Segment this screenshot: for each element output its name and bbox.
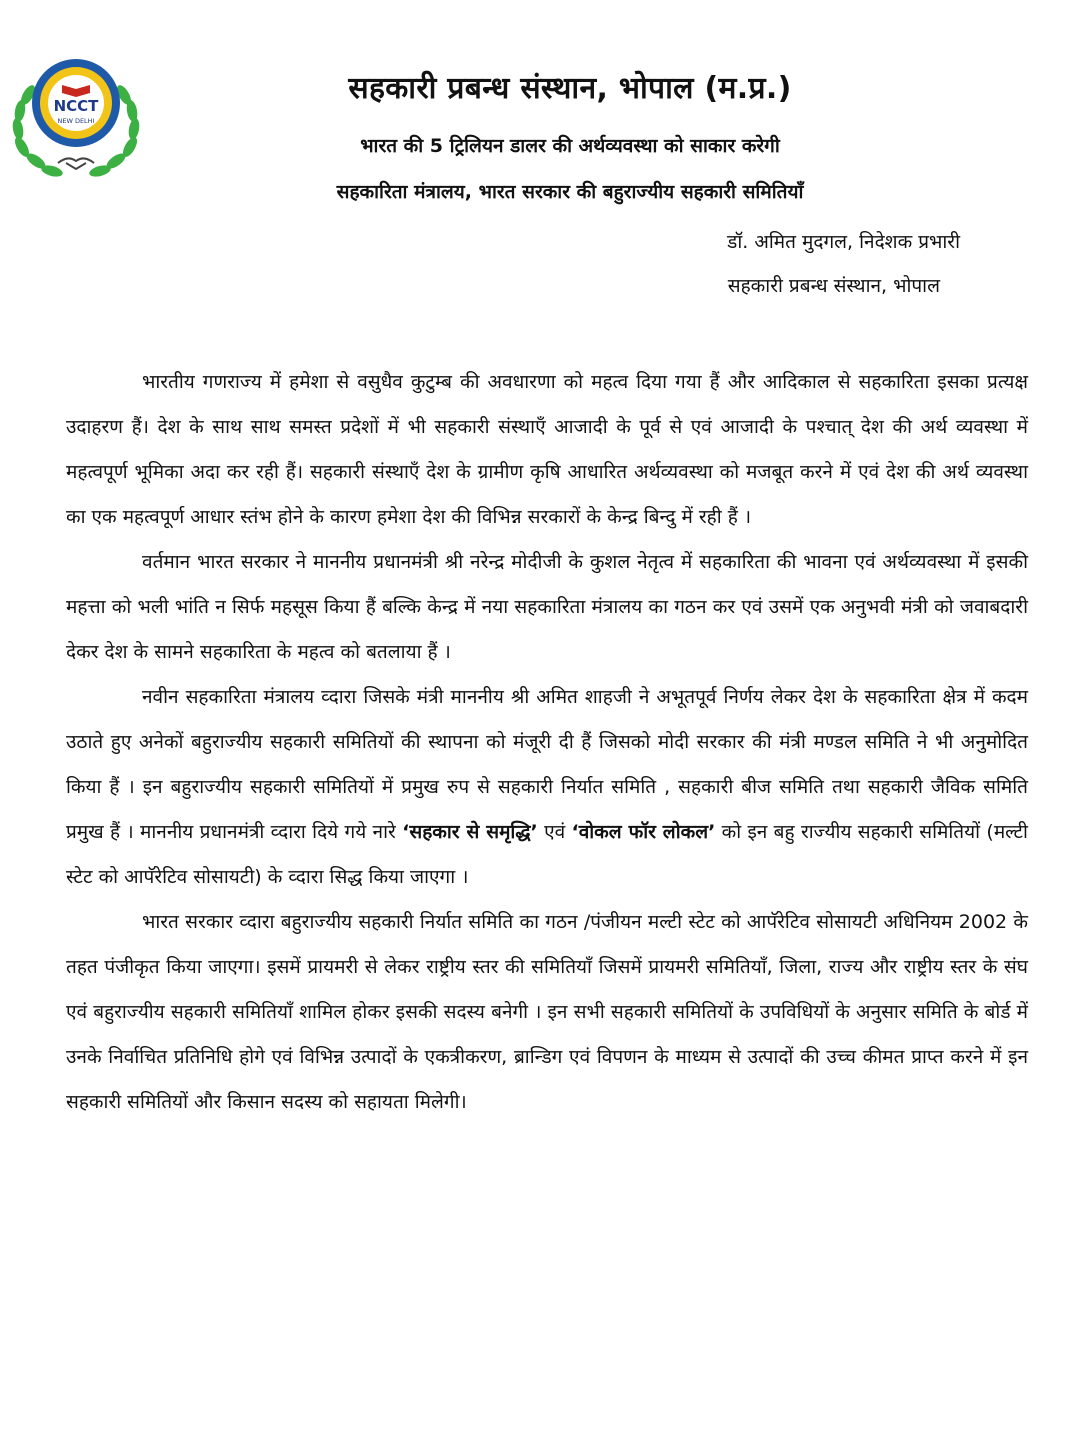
author-organization: सहकारी प्रबन्ध संस्थान, भोपाल [727, 275, 940, 297]
logo-main-text: NCCT [53, 97, 99, 115]
page-title: सहकारी प्रबन्ध संस्थान, भोपाल (म.प्र.) [348, 71, 792, 106]
article-body [66, 360, 1028, 1125]
slogan-sahkar-se-samriddhi: ‘सहकार से समृद्धि’ [402, 821, 538, 843]
paragraph-4: भारत सरकार व्दारा बहुराज्यीय सहकारी निर्यात समिति का गठन /पंजीयन मल्टी स्टेट को आपॅरेटिव सोसायटी अधिनियम 2002 के तहत पंजीकृत किया जाएगा। इसमें प्रायमरी से लेकर राष्ट्रीय स्तर की समितियॉं जिसमें प्रायमरी समितियॉं, जिला, राज्य और राष्ट्रीय स्तर के संघ एवं बहुराज्यीय सहकारी समितियॉं शामिल होकर इसकी सदस्य बनेगी । इन सभी सहकारी समितियों के उपविधियों के अनुसार समिति के बोर्ड में उनके निर्वाचित प्रतिनिधि होगे एवं विभिन्न उत्पादों के एकत्रीकरण, ब्रान्डिग एवं विपणन के माध्यम से उत्पादों की उच्च कीमत प्राप्त करने में इन सहकारी समितियों और किसान सदस्य को सहायता मिलेगी। [66, 911, 1028, 1113]
paragraph-3-text-b: एवं [544, 821, 566, 843]
paragraph-3-text-c: को इन बहु राज्यीय सहकारी समितियों (मल्टी स्टेट को आपॅरेटिव सोसायटी) के व्दारा सिद्ध किया जाएगा । [66, 821, 1028, 888]
paragraph-2: वर्तमान भारत सरकार ने माननीय प्रधानमंत्री श्री नरेन्द्र मोदीजी के कुशल नेतृत्व में सहकारिता की भावना एवं अर्थव्यवस्था में इसकी महत्ता को भली भांति न सिर्फ महसूस किया हैं बल्कि केन्द्र में नया सहकारिता मंत्रालय का गठन कर एवं उसमें एक अनुभवी मंत्री को जवाबदारी देकर देश के सामने सहकारिता के महत्व को बतलाया हैं । [66, 551, 1028, 663]
paragraph-3-text-a: नवीन सहकारिता मंत्रालय व्दारा जिसके मंत्री माननीय श्री अमित शाहजी ने अभूतपूर्व निर्णय लेकर देश के सहकारिता क्षेत्र में कदम उठाते हुए अनेकों बहुराज्यीय सहकारी समितियों की स्थापना को मंजूरी दी हैं जिसको मोदी सरकार की मंत्री मण्डल समिति ने भी अनुमोदित किया हैं । इन बहुराज्यीय सहकारी समितियों में प्रमुख रुप से सहकारी निर्यात समिति , सहकारी बीज समिति तथा सहकारी जैविक समिति प्रमुख हैं । माननीय प्रधानमंत्री व्दारा दिये गये नारे [66, 686, 1028, 843]
paragraph-1: भारतीय गणराज्य में हमेशा से वसुधैव कुटुम्ब की अवधारणा को महत्व दिया गया हैं और आदिकाल से सहकारिता इसका प्रत्यक्ष उदाहरण हैं। देश के साथ साथ समस्त प्रदेशों में भी सहकारी संस्थाएँ आजादी के पूर्व से एवं आजादी के पश्चात् देश की अर्थ व्यवस्था में महत्वपूर्ण भूमिका अदा कर रही हैं। सहकारी संस्थाएँ देश के ग्रामीण कृषि आधारित अर्थव्यवस्था को मजबूत करने में एवं देश की अर्थ व्यवस्था का एक महत्वपूर्ण आधार स्तंभ होने के कारण हमेशा देश की विभिन्न सरकारों के केन्द्र बिन्दु में रही हैं । [66, 371, 1028, 528]
author-name: डॉ. अमित मुदगल, निदेशक प्रभारी [727, 231, 960, 253]
slogan-vocal-for-local: ‘वोकल फॉर लोकल’ [571, 821, 716, 843]
logo-sub-text: NEW DELHI [57, 117, 95, 125]
paragraph-3 [66, 675, 1028, 900]
subtitle-line-2: सहकारिता मंत्रालय, भारत सरकार की बहुराज्यीय सहकारी समितियाँ [336, 181, 804, 203]
subtitle-line-1: भारत की 5 ट्रिलियन डालर की अर्थव्यवस्था को साकार करेगी [360, 135, 780, 157]
